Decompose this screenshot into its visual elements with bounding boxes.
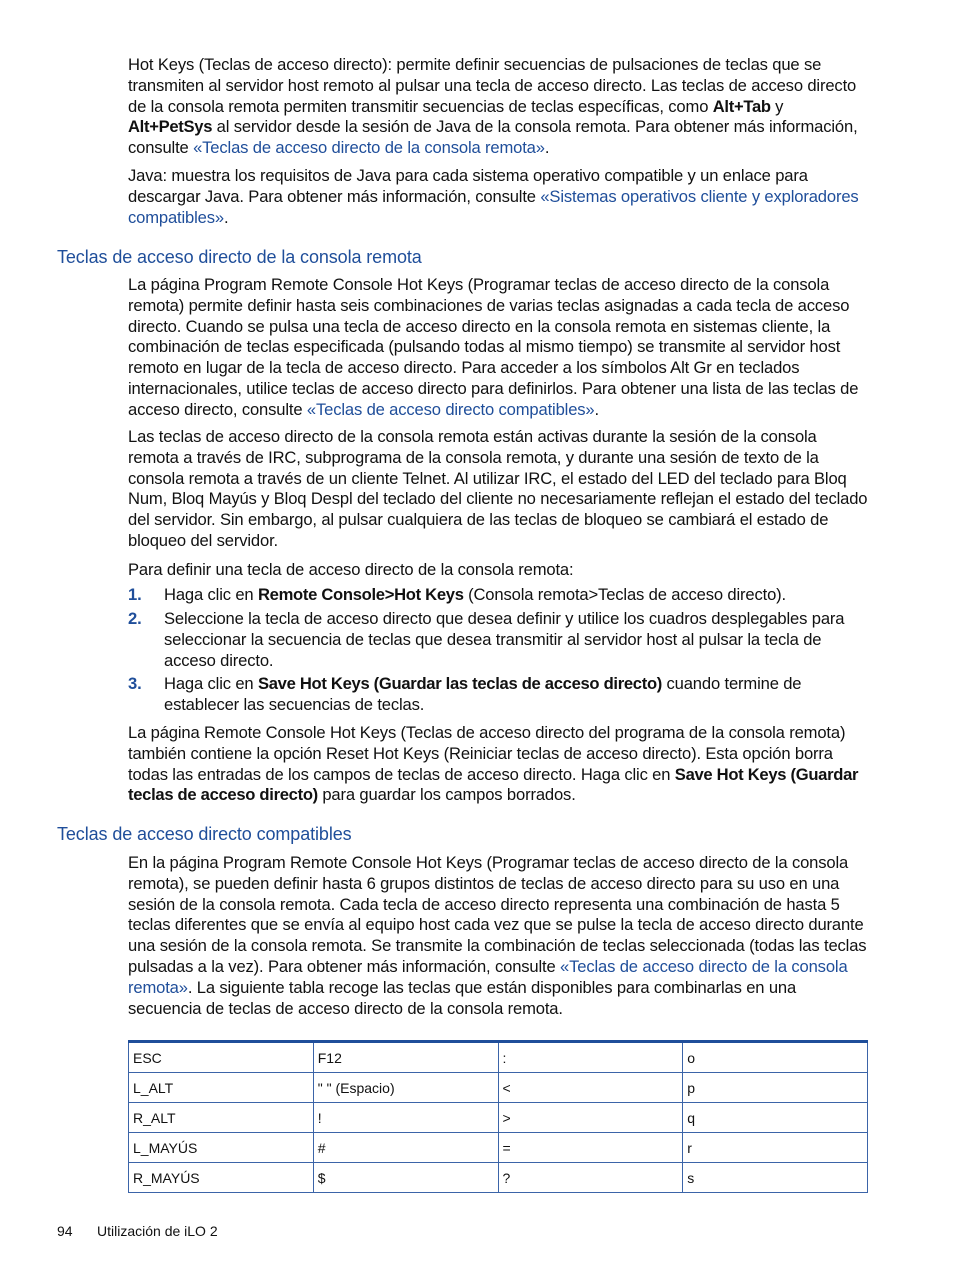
table-cell: R_ALT xyxy=(129,1103,314,1133)
table-cell: p xyxy=(683,1073,868,1103)
step-1-text: Haga clic en xyxy=(164,585,258,604)
table-cell: r xyxy=(683,1133,868,1163)
table-row xyxy=(129,1073,868,1103)
step-number: 3. xyxy=(128,674,142,693)
table-cell: o xyxy=(683,1042,868,1073)
step-text xyxy=(164,609,870,671)
section2-p1-text-end: . La siguiente tabla recoge las teclas que están disponibles para combinarlas en una secuencia de teclas de acceso directo de la consola remota. xyxy=(128,977,797,1018)
section1-p1-text: La página Program Remote Console Hot Keys (Programar teclas de acceso directo de la consola remota) permite definir hasta seis combinaciones de varias teclas asignadas a cada tecla de acceso directo. Cuando se pulsa una tecla de acceso directo en la consola remota en sistemas cliente, la combinación de teclas especificada (pulsando todas al mismo tiempo) se transmite al servidor host remoto en lugar de la tecla de acceso directo. Para acceder a los símbolos Alt Gr en teclados internacionales, utilice teclas de acceso directo para definirlos. Para obtener una lista de las teclas de acceso directo, consulte xyxy=(128,275,859,419)
step-2-text: Seleccione la tecla de acceso directo que desea definir y utilice los cuadros desplegables para seleccionar la secuencia de teclas que desea transmitir al servidor host al pulsar la tecla de acceso directo. xyxy=(164,609,845,670)
table-cell: < xyxy=(498,1073,683,1103)
table-cell: # xyxy=(313,1133,498,1163)
section1-paragraph-2: Las teclas de acceso directo de la consola remota están activas durante la sesión de la consola remota a través de IRC, subprograma de la consola remota, y durante una sesión de texto de la consola remota a través de un cliente Telnet. Al utilizar IRC, el estado del LED del teclado para Bloq Num, Bloq Mayús y Bloq Despl del teclado del cliente no necesariamente reflejan el estado del teclado del servidor. Sin embargo, al pulsar cualquiera de las teclas de bloqueo se cambiará el estado de bloqueo del servidor. xyxy=(128,427,868,550)
section-heading-supported-hotkeys: Teclas de acceso directo compatibles xyxy=(57,824,352,844)
table-row xyxy=(129,1103,868,1133)
step-text xyxy=(164,585,870,606)
table-cell: s xyxy=(683,1163,868,1193)
hotkeys-text-3: al servidor desde la sesión de Java de la consola remota. Para obtener más información, consulte xyxy=(128,117,858,158)
page-footer xyxy=(57,1223,218,1239)
step-text xyxy=(164,674,870,716)
table-cell: ? xyxy=(498,1163,683,1193)
section2-p1-text: En la página Program Remote Console Hot Keys (Programar teclas de acceso directo de la consola remota), se pueden definir hasta 6 grupos distintos de teclas de acceso directo para su uso en una sesión de la consola remota. Cada tecla de acceso directo representa una combinación de hasta 5 teclas diferentes que se envía al equipo host cada vez que se pulse la tecla de acceso directo durante una sesión de la consola remota. Se transmite la combinación de teclas seleccionada (todas las teclas pulsadas a la vez). Para obtener más información, consulte xyxy=(128,853,867,976)
step-3-bold: Save Hot Keys (Guardar las teclas de acceso directo) xyxy=(257,674,663,693)
java-text-2: . xyxy=(223,207,229,227)
table-cell: $ xyxy=(313,1163,498,1193)
step-3-text-end: cuando termine de establecer las secuencias de teclas. xyxy=(164,674,802,714)
java-paragraph xyxy=(128,166,870,228)
table-cell: " " (Espacio) xyxy=(313,1073,498,1103)
remote-console-hotkeys-link[interactable]: «Teclas de acceso directo de la consola remota» xyxy=(128,956,848,997)
table-cell: L_MAYÚS xyxy=(129,1133,314,1163)
section1-p4-text: La página Remote Console Hot Keys (Teclas de acceso directo del programa de la consola remota) también contiene la opción Reset Hot Keys (Reiniciar teclas de acceso directo). Esta opción borra todas las entradas de los campos de teclas de acceso directo. Haga clic en xyxy=(128,723,846,784)
footer-title: Utilización de iLO 2 xyxy=(97,1223,218,1239)
table-cell: : xyxy=(498,1042,683,1073)
hotkeys-link[interactable]: «Teclas de acceso directo de la consola remota» xyxy=(193,138,545,158)
table-cell: ESC xyxy=(129,1042,314,1073)
table-row xyxy=(129,1163,868,1193)
table-row xyxy=(129,1042,868,1073)
alt-petsys-key: Alt+PetSys xyxy=(128,117,213,137)
alt-tab-key: Alt+Tab xyxy=(712,96,771,116)
step-1-bold: Remote Console>Hot Keys xyxy=(257,585,464,604)
java-text-1: Java: muestra los requisitos de Java para cada sistema operativo compatible y un enlace para descargar Java. Para obtener más información, consulte xyxy=(128,166,808,206)
section1-p4-text-end: para guardar los campos borrados. xyxy=(317,785,576,805)
section2-paragraph-1 xyxy=(128,853,870,1019)
hotkeys-paragraph xyxy=(128,55,870,159)
section-heading-remote-console-hotkeys: Teclas de acceso directo de la consola remota xyxy=(57,247,422,267)
table-cell: L_ALT xyxy=(129,1073,314,1103)
table-cell: > xyxy=(498,1103,683,1133)
supported-hotkeys-link[interactable]: «Teclas de acceso directo compatibles» xyxy=(306,399,595,419)
supported-keys-table xyxy=(128,1040,868,1193)
section1-paragraph-3: Para definir una tecla de acceso directo de la consola remota: xyxy=(128,560,574,579)
save-hotkeys-bold: Save Hot Keys (Guardar teclas de acceso directo) xyxy=(128,764,859,805)
table-cell: F12 xyxy=(313,1042,498,1073)
section1-paragraph-4 xyxy=(128,723,870,806)
hotkeys-text-2: y xyxy=(770,96,784,116)
table-cell: R_MAYÚS xyxy=(129,1163,314,1193)
page-number: 94 xyxy=(57,1223,73,1239)
hotkeys-text-4: . xyxy=(544,138,550,158)
step-number: 2. xyxy=(128,609,142,628)
java-link[interactable]: «Sistemas operativos cliente y exploradores compatibles» xyxy=(128,186,859,227)
hotkeys-text-1: Hot Keys (Teclas de acceso directo): permite definir secuencias de pulsaciones de teclas que se transmiten al servidor host remoto al pulsar una tecla de acceso directo. Las teclas de acceso directo de la consola remota permiten transmitir secuencias de teclas específicas, como xyxy=(128,55,857,116)
step-3-text: Haga clic en xyxy=(164,674,258,693)
section1-p1-text-end: . xyxy=(594,399,599,419)
table-cell: q xyxy=(683,1103,868,1133)
table-cell: = xyxy=(498,1133,683,1163)
step-1-text-end: (Consola remota>Teclas de acceso directo). xyxy=(463,585,786,604)
table-cell: ! xyxy=(313,1103,498,1133)
section1-paragraph-1 xyxy=(128,275,870,421)
step-number: 1. xyxy=(128,585,142,604)
table-row xyxy=(129,1133,868,1163)
